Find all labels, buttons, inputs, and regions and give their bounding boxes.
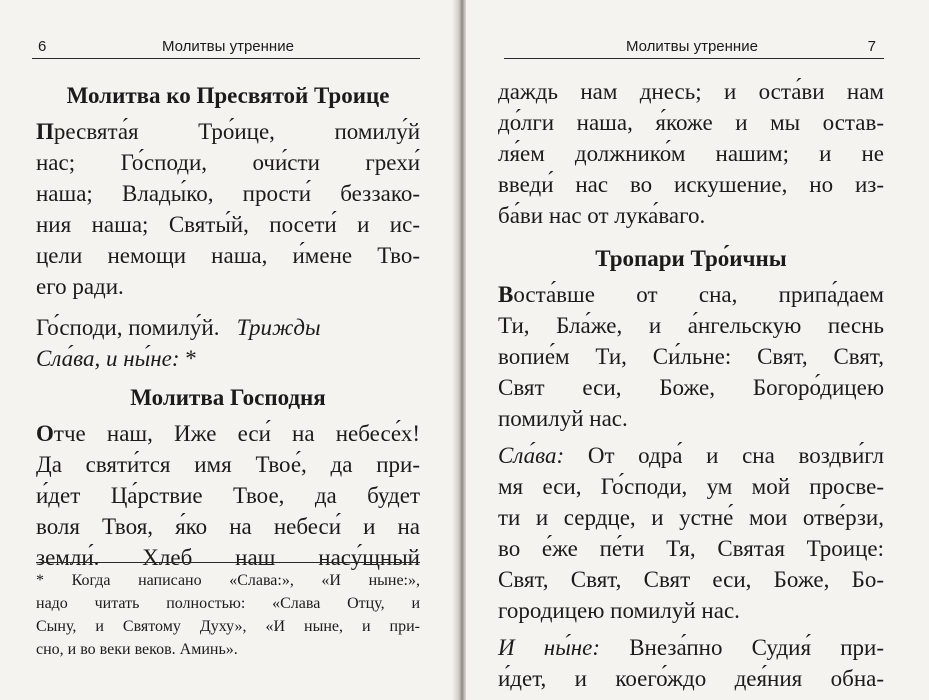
footnote-line: * Когда написано «Слава:», «И ныне:», bbox=[36, 572, 420, 589]
prayer-line: его ради. bbox=[36, 274, 124, 299]
rubric-glory: Сла́ва, и ны́не: bbox=[36, 346, 180, 371]
section-title-trinity: Молитва ко Пресвятой Троице bbox=[66, 83, 390, 108]
prayer-line: Свят еси, Боже, Богоро́дицею bbox=[498, 375, 884, 400]
footnote bbox=[36, 562, 420, 661]
page-number: 6 bbox=[38, 38, 47, 55]
prayer-line: ти и сердце, и устне́ мои отве́рзи, bbox=[498, 505, 884, 530]
footnote-line: сно, и во веки веков. Аминь». bbox=[36, 641, 238, 658]
prayer-line: ния наша; Святы́й, посети́ и ис- bbox=[36, 212, 420, 237]
section-title-lords-prayer: Молитва Господня bbox=[130, 385, 326, 410]
right-page bbox=[466, 0, 929, 700]
prayer-line: во е́же пе́ти Тя, Святая Троице: bbox=[498, 536, 884, 561]
rubric-trice: Трижды bbox=[236, 315, 321, 340]
prayer-line: Пресвята́я Тро́ице, помилу́й bbox=[36, 119, 420, 144]
running-header: Молитвы утренние bbox=[162, 38, 294, 55]
prayer-line: Ти, Бла́же, и а́нгельскую песнь bbox=[498, 313, 884, 338]
prayer-text: От одра́ и сна воздви́гл bbox=[587, 443, 884, 468]
prayer-line: помилуй нас. bbox=[498, 406, 628, 431]
prayer-text: Внеза́пно Судия́ при- bbox=[629, 635, 884, 660]
prayer-line: мя еси, Го́споди, ум мой просве- bbox=[498, 474, 884, 499]
left-page-body bbox=[36, 82, 420, 573]
lord-have-mercy-text: Го́споди, помилу́й. bbox=[36, 315, 220, 340]
page-number: 7 bbox=[867, 38, 876, 55]
prayer-line: введи́ нас во искушение, но из- bbox=[498, 172, 884, 197]
footnote-mark: * bbox=[185, 346, 197, 371]
right-page-header bbox=[504, 36, 884, 59]
prayer-line: цели немощи наша, и́мене Тво- bbox=[36, 243, 420, 268]
prayer-line: нас; Го́споди, очи́сти грехи́ bbox=[36, 150, 420, 175]
left-page bbox=[0, 0, 458, 700]
prayer-line: Отче наш, Иже еси́ на небесе́х! bbox=[36, 421, 420, 446]
prayer-line: и́дет Ца́рствие Твое, да будет bbox=[36, 483, 420, 508]
prayer-line: ля́ем должнико́м нашим; и не bbox=[498, 141, 884, 166]
prayer-line: и́дет, и коего́ждо дея́ния обна- bbox=[498, 666, 884, 691]
footnote-line: Сыну, и Святому Духу», «И ныне, и при- bbox=[36, 618, 420, 635]
prayer-line: воля Твоя, я́ко на небеси́ и на bbox=[36, 514, 420, 539]
rubric-and-now: И ны́не: bbox=[498, 635, 601, 660]
prayer-line: Воста́вше от сна, припа́даем bbox=[498, 282, 884, 307]
prayer-line bbox=[498, 632, 884, 663]
prayer-line: до́лги наша, я́коже и мы остав- bbox=[498, 110, 884, 135]
prayer-line bbox=[36, 343, 420, 374]
prayer-line bbox=[36, 312, 420, 343]
footnote-line: надо читать полностью: «Слава Отцу, и bbox=[36, 595, 420, 612]
section-title-troparia: Тропари Тро́ичны bbox=[595, 246, 787, 271]
prayer-line: ба́ви нас от лука́ваго. bbox=[498, 203, 706, 228]
right-page-body bbox=[498, 76, 884, 694]
prayer-line: вопие́м Ти, Си́льне: Свят, Свят, bbox=[498, 344, 884, 369]
prayer-line: даждь нам днесь; и оста́ви нам bbox=[498, 79, 884, 104]
prayer-line: Свят, Свят, Свят еси, Боже, Бо- bbox=[498, 567, 884, 592]
prayer-line: Да святи́тся имя Твое́, да при- bbox=[36, 452, 420, 477]
left-page-header bbox=[32, 36, 420, 59]
prayer-line: земли́. Хлеб наш насу́щный bbox=[36, 545, 420, 570]
running-header: Молитвы утренние bbox=[626, 38, 758, 55]
prayer-line bbox=[498, 440, 884, 471]
prayer-line: городицею помилуй нас. bbox=[498, 598, 740, 623]
prayer-line: наша; Влады́ко, прости́ беззако- bbox=[36, 181, 420, 206]
rubric-glory: Сла́ва: bbox=[498, 443, 565, 468]
